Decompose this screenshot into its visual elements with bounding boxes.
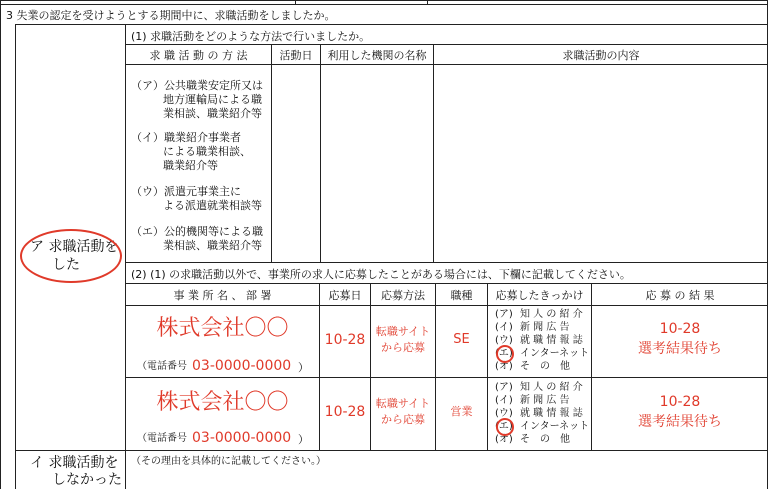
app1-phone-label: （電話番号	[137, 361, 187, 372]
app2-result-line2: 選考結果待ち	[638, 414, 722, 430]
app1-date: 10-28	[324, 332, 366, 348]
trigger-mark: (イ)	[495, 395, 513, 406]
trigger-text: 知 人 の 紹 介	[520, 382, 583, 393]
app2-job: 営業	[450, 405, 473, 418]
app1-job: SE	[453, 332, 470, 347]
section-a-label-line2: した	[52, 257, 80, 273]
q2-text: (2) (1) の求職活動以外で、事業所の求人に応募したことがある場合には、下欄に記載してください。	[131, 268, 631, 281]
trigger-text: そ の 他	[520, 361, 570, 372]
method-c-line1: （ウ）派遣元事業主に	[131, 185, 241, 198]
col-content: 求職活動の内容	[562, 49, 640, 62]
app2-phone-label: （電話番号	[137, 433, 187, 444]
trigger-mark: (オ)	[495, 434, 513, 445]
col-job: 職種	[450, 289, 473, 302]
col-trigger: 応募したきっかけ	[495, 289, 584, 302]
trigger-text: そ の 他	[520, 434, 570, 445]
trigger-text: 新 聞 広 告	[520, 395, 570, 406]
section-b-label-line1: イ 求職活動を	[30, 455, 119, 471]
col-apply-date: 応募日	[328, 289, 362, 302]
method-d-line2: 業相談、職業紹介等	[163, 239, 262, 252]
method-b-line1: （イ）職業紹介事業者	[131, 131, 241, 144]
trigger-mark: (エ)	[495, 421, 513, 432]
method-d-line1: （エ）公的機関等による職	[131, 225, 263, 238]
col-institution: 利用した機関の名称	[327, 49, 427, 62]
app2-result-line1: 10-28	[659, 394, 701, 410]
trigger-text: インターネット	[520, 421, 590, 432]
section-a-label-line1: ア 求職活動を	[30, 239, 119, 255]
section-b-label-line2: しなかった	[52, 472, 122, 488]
col-method: 求 職 活 動 の 方 法	[149, 49, 248, 62]
app1-result-line2: 選考結果待ち	[638, 341, 722, 357]
app2-method-line2: から応募	[381, 413, 425, 426]
method-a-line2: 地方運輸局による職	[163, 93, 262, 106]
selected-circle-mark	[20, 229, 122, 283]
trigger-mark: (ウ)	[495, 335, 513, 346]
app1-result-line1: 10-28	[659, 321, 701, 337]
trigger-mark: (エ)	[495, 348, 513, 359]
trigger-text: 新 聞 広 告	[520, 322, 570, 333]
app1-company: 株式会社〇〇	[156, 316, 289, 341]
trigger-text: インターネット	[520, 348, 590, 359]
trigger-text: 就 職 情 報 誌	[520, 335, 583, 346]
q1-text: (1) 求職活動をどのような方法で行いましたか。	[131, 30, 371, 43]
app1-method-line1: 転職サイト	[375, 325, 431, 338]
trigger-selected-circle	[496, 418, 514, 436]
trigger-mark: (ウ)	[495, 408, 513, 419]
app1-phone-close: ）	[298, 361, 309, 374]
col-company: 事 業 所 名 、 部 署	[173, 289, 272, 302]
trigger-text: 就 職 情 報 誌	[520, 408, 583, 419]
trigger-mark: (ア)	[495, 382, 513, 393]
question-text: 3 失業の認定を受けようとする期間中に、求職活動をしましたか。	[6, 9, 336, 22]
trigger-text: 知 人 の 紹 介	[520, 309, 583, 320]
app2-method-line1: 転職サイト	[375, 397, 431, 410]
app1-method-line2: から応募	[381, 341, 425, 354]
app2-phone-close: ）	[298, 433, 309, 446]
method-a-line3: 業相談、職業紹介等	[163, 107, 262, 120]
app1-phone: 03-0000-0000	[192, 358, 292, 374]
method-b-line3: 職業紹介等	[163, 159, 218, 172]
method-a-line1: （ア）公共職業安定所又は	[131, 79, 263, 92]
trigger-mark: (イ)	[495, 322, 513, 333]
method-b-line2: による職業相談、	[163, 145, 251, 158]
app2-phone: 03-0000-0000	[192, 430, 292, 446]
method-c-line2: よる派遣就業相談等	[163, 199, 262, 212]
app2-company: 株式会社〇〇	[156, 390, 289, 415]
trigger-selected-circle	[496, 345, 514, 363]
trigger-mark: (ア)	[495, 309, 513, 320]
col-result: 応 募 の 結 果	[645, 289, 715, 302]
col-date: 活動日	[279, 49, 313, 62]
col-apply-method: 応募方法	[381, 289, 425, 302]
app2-date: 10-28	[324, 404, 366, 420]
trigger-mark: (オ)	[495, 361, 513, 372]
section-b-note: （その理由を具体的に記載してください。）	[131, 456, 326, 467]
